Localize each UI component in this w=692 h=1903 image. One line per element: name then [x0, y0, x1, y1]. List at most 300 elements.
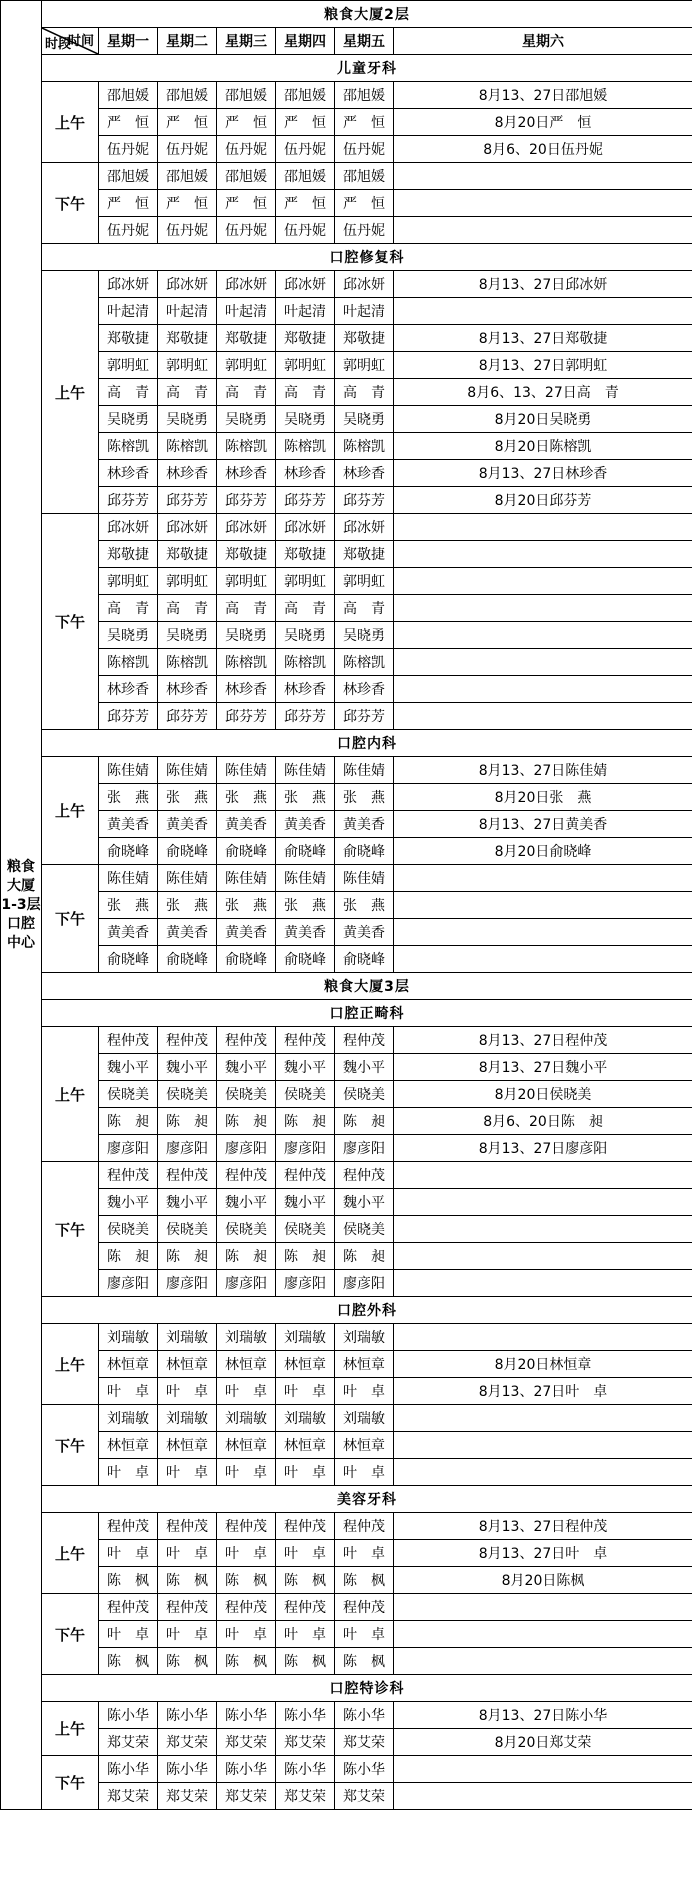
doctor-cell: 邱芬芳 [99, 487, 158, 514]
table-row [1, 730, 692, 757]
doctor-cell: 俞晓峰 [276, 838, 335, 865]
doctor-cell: 高 青 [158, 379, 217, 406]
doctor-cell: 林恒章 [276, 1351, 335, 1378]
doctor-cell: 程仲茂 [158, 1513, 217, 1540]
doctor-cell: 程仲茂 [217, 1027, 276, 1054]
header-corner-time: 时间 [67, 34, 94, 49]
table-row [1, 109, 692, 136]
table-row [1, 1243, 692, 1270]
doctor-cell: 程仲茂 [217, 1594, 276, 1621]
table-row [1, 1783, 692, 1810]
doctor-cell: 俞晓峰 [99, 946, 158, 973]
doctor-cell: 邱冰妍 [99, 271, 158, 298]
saturday-cell: 8月20日张 燕 [394, 784, 692, 811]
doctor-cell: 郭明虹 [276, 568, 335, 595]
table-row [1, 1675, 692, 1702]
doctor-cell: 叶 卓 [99, 1540, 158, 1567]
doctor-cell: 林恒章 [217, 1432, 276, 1459]
department-title: 口腔外科 [42, 1297, 692, 1324]
doctor-cell: 魏小平 [335, 1189, 394, 1216]
saturday-cell [394, 298, 692, 325]
table-row [1, 1567, 692, 1594]
period-label: 上午 [42, 1702, 99, 1756]
saturday-cell [394, 217, 692, 244]
doctor-cell: 高 青 [99, 595, 158, 622]
doctor-cell: 林珍香 [158, 676, 217, 703]
table-row [1, 217, 692, 244]
doctor-cell: 邵旭媛 [158, 82, 217, 109]
doctor-cell: 郑艾荣 [99, 1783, 158, 1810]
doctor-cell: 陈 昶 [99, 1108, 158, 1135]
doctor-cell: 程仲茂 [276, 1027, 335, 1054]
doctor-cell: 张 燕 [158, 784, 217, 811]
saturday-cell: 8月20日陈榕凯 [394, 433, 692, 460]
doctor-cell: 严 恒 [276, 109, 335, 136]
doctor-cell: 郑艾荣 [276, 1729, 335, 1756]
doctor-cell: 程仲茂 [276, 1513, 335, 1540]
doctor-cell: 陈 枫 [99, 1648, 158, 1675]
table-row [1, 1594, 692, 1621]
doctor-cell: 俞晓峰 [276, 946, 335, 973]
doctor-cell: 郑敬捷 [99, 541, 158, 568]
saturday-cell: 8月20日郑艾荣 [394, 1729, 692, 1756]
doctor-cell: 陈 枫 [276, 1567, 335, 1594]
saturday-cell [394, 514, 692, 541]
doctor-cell: 陈佳婧 [276, 865, 335, 892]
doctor-cell: 黄美香 [158, 919, 217, 946]
saturday-cell: 8月20日邱芬芳 [394, 487, 692, 514]
doctor-cell: 伍丹妮 [158, 136, 217, 163]
doctor-cell: 邵旭媛 [217, 163, 276, 190]
table-row [1, 1108, 692, 1135]
doctor-cell: 邵旭媛 [276, 163, 335, 190]
doctor-cell: 严 恒 [99, 109, 158, 136]
doctor-cell: 邱冰妍 [276, 514, 335, 541]
doctor-cell: 郭明虹 [99, 568, 158, 595]
doctor-cell: 陈 枫 [158, 1567, 217, 1594]
doctor-cell: 叶起清 [217, 298, 276, 325]
doctor-cell: 陈小华 [158, 1756, 217, 1783]
saturday-cell [394, 1432, 692, 1459]
saturday-cell: 8月13、27日郑敬捷 [394, 325, 692, 352]
table-row [1, 1216, 692, 1243]
doctor-cell: 林恒章 [99, 1351, 158, 1378]
doctor-cell: 张 燕 [99, 784, 158, 811]
doctor-cell: 廖彦阳 [217, 1135, 276, 1162]
table-row [1, 1081, 692, 1108]
doctor-cell: 叶 卓 [158, 1378, 217, 1405]
doctor-cell: 陈小华 [217, 1702, 276, 1729]
table-row [1, 1513, 692, 1540]
doctor-cell: 魏小平 [276, 1189, 335, 1216]
schedule-body [1, 1, 692, 1810]
doctor-cell: 廖彦阳 [99, 1270, 158, 1297]
doctor-cell: 程仲茂 [158, 1027, 217, 1054]
doctor-cell: 侯晓美 [217, 1216, 276, 1243]
doctor-cell: 林珍香 [276, 460, 335, 487]
saturday-cell: 8月13、27日魏小平 [394, 1054, 692, 1081]
table-row [1, 622, 692, 649]
saturday-cell [394, 703, 692, 730]
doctor-cell: 廖彦阳 [217, 1270, 276, 1297]
doctor-cell: 叶 卓 [158, 1621, 217, 1648]
doctor-cell: 黄美香 [335, 811, 394, 838]
doctor-cell: 高 青 [276, 595, 335, 622]
doctor-cell: 魏小平 [99, 1189, 158, 1216]
doctor-cell: 张 燕 [276, 892, 335, 919]
doctor-cell: 叶 卓 [217, 1621, 276, 1648]
doctor-cell: 郭明虹 [335, 568, 394, 595]
doctor-cell: 邵旭媛 [335, 82, 394, 109]
doctor-cell: 邱冰妍 [158, 271, 217, 298]
doctor-cell: 廖彦阳 [335, 1135, 394, 1162]
table-row [1, 1459, 692, 1486]
saturday-cell: 8月20日俞晓峰 [394, 838, 692, 865]
saturday-cell [394, 649, 692, 676]
header-corner-period: 时段 [45, 37, 72, 52]
doctor-cell: 郑敬捷 [335, 325, 394, 352]
doctor-cell: 陈 昶 [276, 1243, 335, 1270]
doctor-cell: 程仲茂 [335, 1594, 394, 1621]
period-label: 下午 [42, 514, 99, 730]
doctor-cell: 俞晓峰 [99, 838, 158, 865]
saturday-cell: 8月13、27日林珍香 [394, 460, 692, 487]
doctor-cell: 邱芬芳 [158, 487, 217, 514]
doctor-cell: 郭明虹 [217, 352, 276, 379]
period-label: 上午 [42, 82, 99, 163]
doctor-cell: 黄美香 [217, 811, 276, 838]
doctor-cell: 林珍香 [99, 460, 158, 487]
doctor-cell: 邱芬芳 [276, 487, 335, 514]
doctor-cell: 陈 昶 [158, 1108, 217, 1135]
doctor-cell: 叶 卓 [335, 1378, 394, 1405]
doctor-cell: 郑敬捷 [276, 541, 335, 568]
saturday-cell [394, 1270, 692, 1297]
saturday-cell: 8月13、27日程仲茂 [394, 1027, 692, 1054]
doctor-cell: 廖彦阳 [99, 1135, 158, 1162]
doctor-cell: 陈佳婧 [99, 757, 158, 784]
table-row [1, 865, 692, 892]
floor-title: 粮食大厦2层 [42, 1, 692, 28]
table-row [1, 541, 692, 568]
doctor-cell: 魏小平 [335, 1054, 394, 1081]
doctor-cell: 吴晓勇 [335, 622, 394, 649]
doctor-cell: 陈小华 [217, 1756, 276, 1783]
doctor-cell: 郑艾荣 [158, 1729, 217, 1756]
doctor-cell: 伍丹妮 [99, 217, 158, 244]
doctor-cell: 俞晓峰 [217, 946, 276, 973]
table-row [1, 1648, 692, 1675]
table-row [1, 1405, 692, 1432]
doctor-cell: 陈榕凯 [217, 433, 276, 460]
saturday-cell: 8月20日陈枫 [394, 1567, 692, 1594]
doctor-cell: 吴晓勇 [276, 622, 335, 649]
doctor-cell: 林珍香 [335, 460, 394, 487]
table-row [1, 433, 692, 460]
doctor-cell: 林恒章 [99, 1432, 158, 1459]
saturday-cell [394, 1243, 692, 1270]
saturday-cell [394, 595, 692, 622]
table-row [1, 1432, 692, 1459]
doctor-cell: 林珍香 [276, 676, 335, 703]
doctor-cell: 俞晓峰 [217, 838, 276, 865]
doctor-cell: 张 燕 [158, 892, 217, 919]
table-row [1, 649, 692, 676]
doctor-cell: 邱芬芳 [217, 487, 276, 514]
doctor-cell: 吴晓勇 [99, 622, 158, 649]
doctor-cell: 高 青 [335, 379, 394, 406]
saturday-cell: 8月6、20日伍丹妮 [394, 136, 692, 163]
table-row [1, 919, 692, 946]
saturday-cell: 8月13、27日叶 卓 [394, 1540, 692, 1567]
doctor-cell: 林恒章 [335, 1432, 394, 1459]
weekday-header: 星期一 [99, 28, 158, 55]
doctor-cell: 陈榕凯 [158, 649, 217, 676]
doctor-cell: 郑艾荣 [335, 1729, 394, 1756]
period-label: 下午 [42, 1756, 99, 1810]
doctor-cell: 陈佳婧 [158, 757, 217, 784]
doctor-cell: 邱芬芳 [276, 703, 335, 730]
table-row [1, 595, 692, 622]
saturday-cell: 8月13、27日郭明虹 [394, 352, 692, 379]
doctor-cell: 陈榕凯 [99, 433, 158, 460]
doctor-cell: 魏小平 [158, 1054, 217, 1081]
doctor-cell: 刘瑞敏 [158, 1324, 217, 1351]
doctor-cell: 魏小平 [276, 1054, 335, 1081]
doctor-cell: 陈小华 [276, 1702, 335, 1729]
period-label: 上午 [42, 1324, 99, 1405]
doctor-cell: 叶 卓 [217, 1459, 276, 1486]
saturday-cell [394, 1594, 692, 1621]
doctor-cell: 程仲茂 [335, 1513, 394, 1540]
doctor-cell: 黄美香 [276, 919, 335, 946]
table-row [1, 1729, 692, 1756]
table-row [1, 1351, 692, 1378]
doctor-cell: 叶 卓 [276, 1540, 335, 1567]
saturday-cell: 8月6、13、27日高 青 [394, 379, 692, 406]
period-label: 下午 [42, 865, 99, 973]
doctor-cell: 廖彦阳 [276, 1135, 335, 1162]
doctor-cell: 俞晓峰 [335, 838, 394, 865]
table-row [1, 757, 692, 784]
doctor-cell: 吴晓勇 [335, 406, 394, 433]
saturday-cell: 8月20日严 恒 [394, 109, 692, 136]
table-row [1, 1189, 692, 1216]
doctor-cell: 叶 卓 [276, 1621, 335, 1648]
doctor-cell: 郑敬捷 [99, 325, 158, 352]
doctor-cell: 吴晓勇 [158, 406, 217, 433]
doctor-cell: 林珍香 [158, 460, 217, 487]
doctor-cell: 叶 卓 [276, 1459, 335, 1486]
saturday-cell [394, 1162, 692, 1189]
table-row [1, 352, 692, 379]
saturday-cell: 8月13、27日叶 卓 [394, 1378, 692, 1405]
department-title: 口腔修复科 [42, 244, 692, 271]
doctor-cell: 程仲茂 [276, 1162, 335, 1189]
doctor-cell: 叶起清 [99, 298, 158, 325]
doctor-cell: 吴晓勇 [99, 406, 158, 433]
doctor-cell: 侯晓美 [158, 1216, 217, 1243]
doctor-cell: 黄美香 [99, 811, 158, 838]
period-label: 下午 [42, 1405, 99, 1486]
saturday-cell [394, 1324, 692, 1351]
doctor-cell: 刘瑞敏 [99, 1324, 158, 1351]
doctor-cell: 邵旭媛 [158, 163, 217, 190]
doctor-cell: 刘瑞敏 [276, 1324, 335, 1351]
period-label: 下午 [42, 1162, 99, 1297]
table-row [1, 946, 692, 973]
doctor-cell: 吴晓勇 [276, 406, 335, 433]
doctor-cell: 邱冰妍 [217, 514, 276, 541]
saturday-cell [394, 568, 692, 595]
table-row [1, 1027, 692, 1054]
doctor-cell: 邱冰妍 [335, 514, 394, 541]
doctor-cell: 伍丹妮 [276, 136, 335, 163]
doctor-cell: 刘瑞敏 [217, 1324, 276, 1351]
doctor-cell: 陈榕凯 [217, 649, 276, 676]
doctor-cell: 伍丹妮 [99, 136, 158, 163]
doctor-cell: 伍丹妮 [158, 217, 217, 244]
doctor-cell: 林珍香 [99, 676, 158, 703]
header-corner [42, 28, 99, 55]
department-title: 儿童牙科 [42, 55, 692, 82]
weekday-header: 星期三 [217, 28, 276, 55]
doctor-cell: 叶 卓 [99, 1459, 158, 1486]
doctor-cell: 程仲茂 [99, 1027, 158, 1054]
doctor-cell: 郑敬捷 [276, 325, 335, 352]
saturday-cell [394, 676, 692, 703]
doctor-cell: 叶 卓 [158, 1459, 217, 1486]
table-row [1, 1, 692, 28]
doctor-cell: 黄美香 [335, 919, 394, 946]
table-row [1, 1297, 692, 1324]
saturday-cell [394, 892, 692, 919]
saturday-cell: 8月13、27日黄美香 [394, 811, 692, 838]
doctor-cell: 侯晓美 [276, 1081, 335, 1108]
doctor-cell: 林珍香 [335, 676, 394, 703]
weekday-header: 星期六 [394, 28, 692, 55]
weekday-header: 星期四 [276, 28, 335, 55]
saturday-cell: 8月13、27日邱冰妍 [394, 271, 692, 298]
doctor-cell: 邱冰妍 [158, 514, 217, 541]
table-row [1, 1270, 692, 1297]
doctor-cell: 陈 昶 [276, 1108, 335, 1135]
table-row [1, 28, 692, 55]
doctor-cell: 刘瑞敏 [158, 1405, 217, 1432]
saturday-cell [394, 1648, 692, 1675]
table-row [1, 136, 692, 163]
doctor-cell: 高 青 [99, 379, 158, 406]
doctor-cell: 刘瑞敏 [276, 1405, 335, 1432]
doctor-cell: 侯晓美 [335, 1081, 394, 1108]
doctor-cell: 陈榕凯 [158, 433, 217, 460]
doctor-cell: 陈小华 [99, 1702, 158, 1729]
doctor-cell: 陈榕凯 [276, 433, 335, 460]
doctor-cell: 黄美香 [99, 919, 158, 946]
doctor-cell: 陈 昶 [217, 1243, 276, 1270]
doctor-cell: 叶起清 [276, 298, 335, 325]
doctor-cell: 张 燕 [335, 892, 394, 919]
doctor-cell: 严 恒 [335, 190, 394, 217]
doctor-cell: 陈 昶 [158, 1243, 217, 1270]
doctor-cell: 陈 枫 [99, 1567, 158, 1594]
doctor-cell: 高 青 [335, 595, 394, 622]
table-row [1, 82, 692, 109]
saturday-cell: 8月20日吴晓勇 [394, 406, 692, 433]
saturday-cell [394, 1405, 692, 1432]
table-row [1, 487, 692, 514]
period-label: 上午 [42, 1027, 99, 1162]
table-row [1, 973, 692, 1000]
table-row [1, 406, 692, 433]
table-row [1, 892, 692, 919]
doctor-cell: 陈 枫 [158, 1648, 217, 1675]
doctor-cell: 陈佳婧 [99, 865, 158, 892]
doctor-cell: 郑艾荣 [335, 1783, 394, 1810]
doctor-cell: 陈 昶 [335, 1243, 394, 1270]
doctor-cell: 陈 昶 [217, 1108, 276, 1135]
doctor-cell: 邵旭媛 [217, 82, 276, 109]
doctor-cell: 郭明虹 [158, 352, 217, 379]
doctor-cell: 郭明虹 [158, 568, 217, 595]
doctor-cell: 侯晓美 [99, 1216, 158, 1243]
saturday-cell: 8月13、27日邵旭媛 [394, 82, 692, 109]
doctor-cell: 陈佳婧 [335, 865, 394, 892]
saturday-cell [394, 1216, 692, 1243]
doctor-cell: 魏小平 [217, 1054, 276, 1081]
table-row [1, 1756, 692, 1783]
doctor-cell: 程仲茂 [217, 1513, 276, 1540]
saturday-cell [394, 541, 692, 568]
doctor-cell: 黄美香 [276, 811, 335, 838]
saturday-cell: 8月20日林恒章 [394, 1351, 692, 1378]
doctor-cell: 陈榕凯 [99, 649, 158, 676]
table-row [1, 163, 692, 190]
doctor-cell: 郑敬捷 [158, 541, 217, 568]
doctor-cell: 叶 卓 [217, 1540, 276, 1567]
doctor-cell: 陈 枫 [335, 1648, 394, 1675]
doctor-cell: 郭明虹 [99, 352, 158, 379]
doctor-cell: 魏小平 [217, 1189, 276, 1216]
table-row [1, 1000, 692, 1027]
doctor-cell: 伍丹妮 [335, 136, 394, 163]
saturday-cell [394, 190, 692, 217]
doctor-cell: 程仲茂 [99, 1513, 158, 1540]
doctor-cell: 张 燕 [276, 784, 335, 811]
table-row [1, 811, 692, 838]
doctor-cell: 廖彦阳 [158, 1135, 217, 1162]
period-label: 上午 [42, 757, 99, 865]
table-row [1, 1378, 692, 1405]
doctor-cell: 严 恒 [217, 109, 276, 136]
center-label: 粮食大厦1-3层口腔中心 [1, 1, 42, 1810]
doctor-cell: 伍丹妮 [335, 217, 394, 244]
saturday-cell [394, 865, 692, 892]
saturday-cell [394, 1783, 692, 1810]
doctor-cell: 邱芬芳 [99, 703, 158, 730]
doctor-cell: 邱冰妍 [217, 271, 276, 298]
doctor-cell: 吴晓勇 [217, 406, 276, 433]
doctor-cell: 陈小华 [99, 1756, 158, 1783]
doctor-cell: 林珍香 [217, 460, 276, 487]
doctor-cell: 廖彦阳 [158, 1270, 217, 1297]
doctor-cell: 林恒章 [158, 1351, 217, 1378]
doctor-cell: 林珍香 [217, 676, 276, 703]
table-row [1, 1135, 692, 1162]
doctor-cell: 叶起清 [158, 298, 217, 325]
table-row [1, 298, 692, 325]
doctor-cell: 侯晓美 [99, 1081, 158, 1108]
